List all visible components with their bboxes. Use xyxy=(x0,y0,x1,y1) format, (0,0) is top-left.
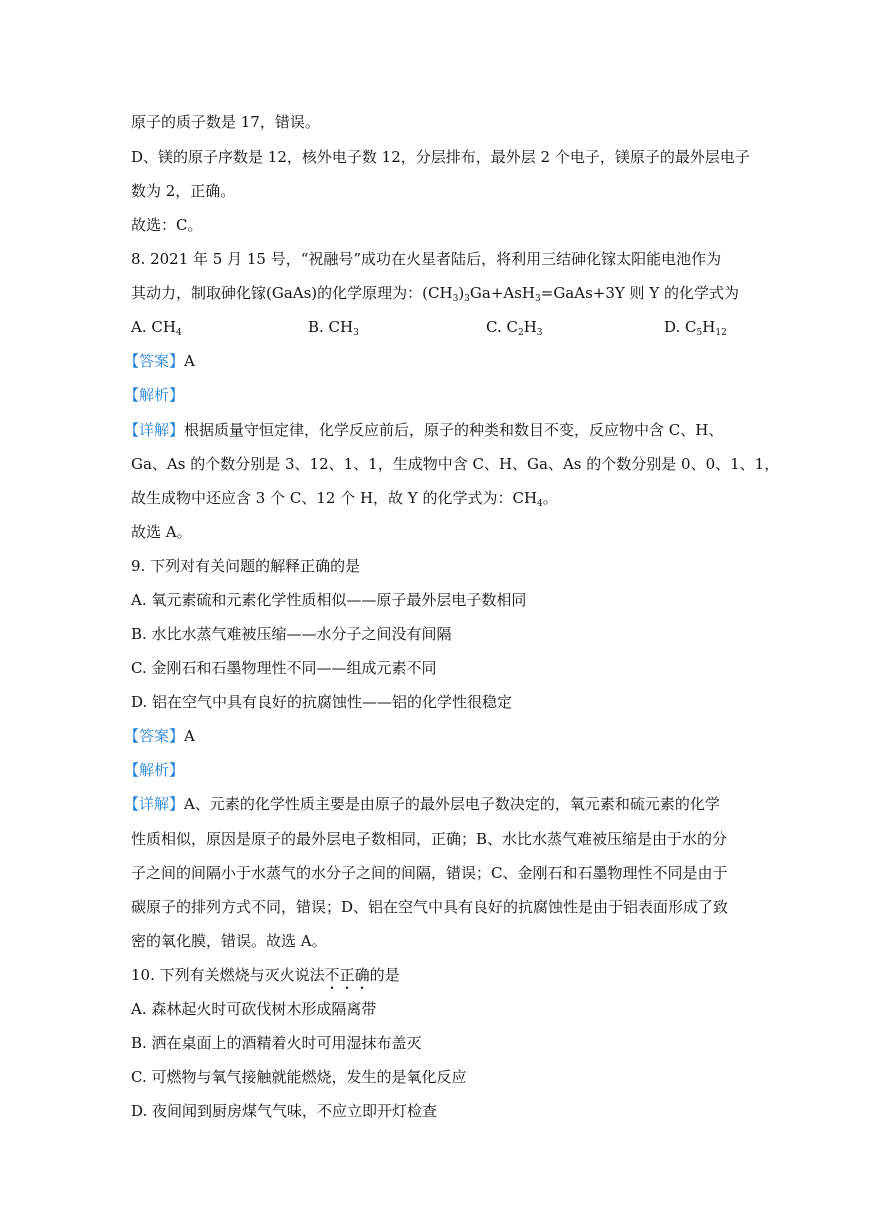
answer-tag: 【答案】 xyxy=(124,727,185,745)
q8-stem-line1: 8. 2021 年 5 月 15 号，“祝融号”成功在火星者陆后，将利用三结砷化镓太阳能电池作为 xyxy=(131,250,722,268)
q8-analysis-tag: 【解析】 xyxy=(124,386,185,404)
detail-tag: 【详解】 xyxy=(124,795,185,813)
q8-option-a: A. $CH_4$ xyxy=(131,318,182,338)
q9-option-c: C. 金刚石和石墨物理性不同——组成元素不同 xyxy=(131,659,437,677)
q9-detail-line5: 密的氧化膜，错误。故选 A。 xyxy=(131,932,327,950)
q10-stem: 10. 下列有关燃烧与灭火说法不正确的是 xyxy=(131,966,400,984)
q9-answer xyxy=(124,726,195,746)
q8-detail-line2: Ga、As 的个数分别是 3、12、1、1，生成物中含 C、H、Ga、As 的个数分别是 0、0、1、1， xyxy=(131,455,780,473)
answer-tag: 【答案】 xyxy=(124,352,185,370)
q8-option-b: B. $CH_3$ xyxy=(308,318,359,338)
detail-tag: 【详解】 xyxy=(124,421,185,439)
q8-conclusion: 故选 A。 xyxy=(131,523,192,541)
q8-option-c: C. $C_2H_3$ xyxy=(486,318,543,338)
q7-conclusion: 故选：C。 xyxy=(131,216,203,234)
q7-tail-line2: D、镁的原子序数是 12，核外电子数 12，分层排布，最外层 2 个电子，镁原子的最外层电子 xyxy=(131,148,750,166)
q9-option-d: D. 铝在空气中具有良好的抗腐蚀性——铝的化学性很稳定 xyxy=(131,693,513,711)
q9-analysis-tag: 【解析】 xyxy=(124,761,185,779)
q7-tail-line3: 数为 2，正确。 xyxy=(131,182,236,200)
q10-option-a: A. 森林起火时可砍伐树木形成隔离带 xyxy=(131,1000,377,1018)
q10-option-d: D. 夜间闻到厨房煤气气味，不应立即开灯检查 xyxy=(131,1102,438,1120)
q10-option-b: B. 洒在桌面上的酒精着火时可用湿抹布盖灭 xyxy=(131,1034,422,1052)
q8-answer xyxy=(124,351,195,371)
q8-option-d: D. $C_5H_{12}$ xyxy=(664,318,727,338)
q10-option-c: C. 可燃物与氧气接触就能燃烧，发生的是氧化反应 xyxy=(131,1068,467,1086)
q7-tail-line1: 原子的质子数是 17，错误。 xyxy=(131,113,320,131)
q9-detail-line4: 碳原子的排列方式不同，错误；D、铝在空气中具有良好的抗腐蚀性是由于铝表面形成了致 xyxy=(131,898,729,916)
q8-detail-line1: 【详解】根据质量守恒定律，化学反应前后，原子的种类和数目不变，反应物中含 C、H、 xyxy=(124,421,724,439)
q9-option-a: A. 氧元素硫和元素化学性质相似——原子最外层电子数相同 xyxy=(131,591,527,609)
q8-detail-line3: 故生成物中还应含 3 个 C、12 个 H，故 Y 的化学式为：$CH_4$。 xyxy=(131,489,558,509)
q8-stem-line2: 其动力，制取砷化镓(GaAs)的化学原理为：$(CH_3)_3Ga+AsH_3=GaAs+3Y$ 则 Y 的化学式为 xyxy=(131,284,739,304)
q9-detail-line3: 子之间的间隔小于水蒸气的水分子之间的间隔，错误；C、金刚石和石墨物理性不同是由于 xyxy=(131,864,728,882)
answer-value: A xyxy=(184,727,195,745)
answer-value: A xyxy=(184,352,195,370)
emphasis-not-correct: 不正确 xyxy=(324,966,370,984)
q9-stem: 9. 下列对有关问题的解释正确的是 xyxy=(131,557,361,575)
q9-detail-line2: 性质相似，原因是原子的最外层电子数相同，正确；B、水比水蒸气难被压缩是由于水的分 xyxy=(131,830,728,848)
q9-option-b: B. 水比水蒸气难被压缩——水分子之间没有间隔 xyxy=(131,625,452,643)
q9-detail-line1: 【详解】A、元素的化学性质主要是由原子的最外层电子数决定的，氧元素和硫元素的化学 xyxy=(124,795,720,813)
